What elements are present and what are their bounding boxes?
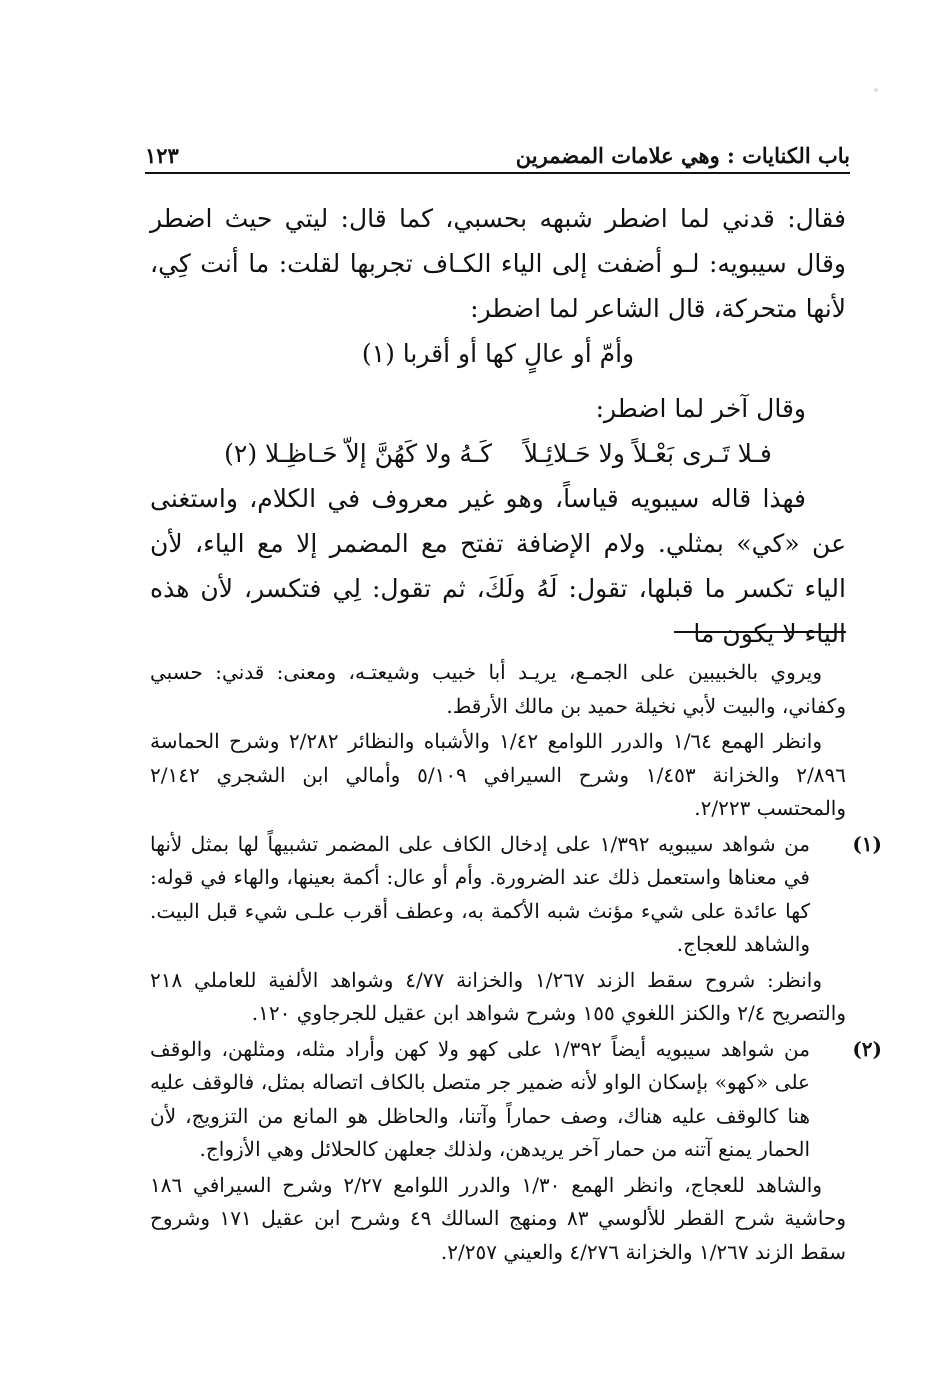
paragraph-3: فهذا قاله سيبويه قياساً، وهو غير معروف في الكلام، واستغنى عن «كي» بمثلي. ولام الإضافة تفتح مع المضمر إلا مع الياء، لأن الياء تكسر ما قبلها، تقول: لَهُ ولَكَ، ثم تقول: لِي فتكسر، لأن هذه الياء لا يكون ما (150, 484, 846, 648)
paragraph-1: فقال: قدني لما اضطر شبهه بحسبي، كما قال: ليتي حيث اضطر وقال سيبويه: لـو أضفت إلى الياء الكـاف تجربها لقلت: ما أنت كِي، لأنها متحركة، قال الشاعر لما اضطر: (150, 204, 846, 323)
footnote-2-number: (٢) (852, 1036, 882, 1061)
footnote-continued-1: ويروي بالخبيبين على الجمـع، يريـد أبا خبيب وشيعتـه، ومعنى: قدني: حسبي وكفاني، والبيت لأبي نخيلة حميد بن مالك الأرقط. (150, 660, 846, 718)
paragraph-2: وقال آخر لما اضطر: (595, 394, 806, 423)
header-rule (145, 172, 850, 174)
page-number: ١٢٣ (145, 143, 179, 168)
footnote-1-refs: وانظر: شروح سقط الزند ١/٢٦٧ والخزانة ٤/٧٧ وشواهد الألفية للعاملي ٢١٨ والتصريح ٢/٤ والكنز اللغوي ١٥٥ وشرح شواهد ابن عقيل للجرجاوي ١٢٠. (150, 967, 846, 1025)
main-text (150, 196, 846, 656)
footnote-rule (674, 631, 846, 633)
footnote-1 (150, 828, 883, 962)
running-header (145, 128, 850, 168)
footnote-2-refs: والشاهد للعجاج، وانظر الهمع ١/٣٠ والدرر اللوامع ٢/٢٧ وشرح السيرافي ١٨٦ وحاشية شرح القطر للألوسي ٨٣ ومنهج السالك ٤٩ وشرح ابن عقيل ١٧١ وشروح سقط الزند ١/٢٦٧ والخزانة ٤/٢٧٦ والعيني ٢/٢٥٧. (150, 1172, 846, 1264)
footnote-2-text: من شواهد سيبويه أيضاً ١/٣٩٢ على كهو ولا كهن وأراد مثله، ومثلهن، والوقف على «كهو» بإسكان الواو لأنه ضمير جر متصل بالكاف اتصاله بمثل، فالوقف عليه هنا كالوقف عليه هناك، وصف حماراً وآتنا، والحاظل هو المانع من التزويج، لأن الحمار يمنع آتنه من حمار آخر يريدهن، ولذلك جعلهن كالحلائل وهي الأزواج. (150, 1036, 810, 1161)
scan-speck (874, 88, 878, 92)
footnotes (150, 656, 883, 1271)
footnote-continued-2: وانظر الهمع ١/٦٤ والدرر اللوامع ١/٤٢ والأشباه والنظائر ٢/٢٨٢ وشرح الحماسة ٢/٨٩٦ والخزانة ١/٤٥٣ وشرح السيرافي ٥/١٠٩ وأمالي ابن الشجري ٢/١٤٢ والمحتسب ٢/٢٢٣. (150, 729, 846, 820)
footnote-2 (150, 1033, 882, 1167)
footnote-1-number: (١) (852, 831, 883, 856)
verse-1: وأمّ أو عالٍ كها أو أقربا (١) (361, 339, 635, 368)
verse-2: فـلا تَـرى بَعْـلاً ولا حَـلائِـلاً كَـهُ ولا كَهُنَّ إلاّ حَـاظِـلا (٢) (224, 439, 772, 468)
footnote-1-text: من شواهد سيبويه ١/٣٩٢ على إدخال الكاف على المضمر تشبيهاً لها بمثل لأنها في معناها واستعمل ذلك عند الضرورة. وأم أو عال: أكمة بعينها، والهاء في قوله: كها عائدة على شيء مؤنث شبه الأكمة به، وعطف أقرب علـى شيء قبل البيت. والشاهد للعجاج. (150, 831, 811, 956)
chapter-title: باب الكنايات : وهي علامات المضمرين (515, 143, 850, 168)
